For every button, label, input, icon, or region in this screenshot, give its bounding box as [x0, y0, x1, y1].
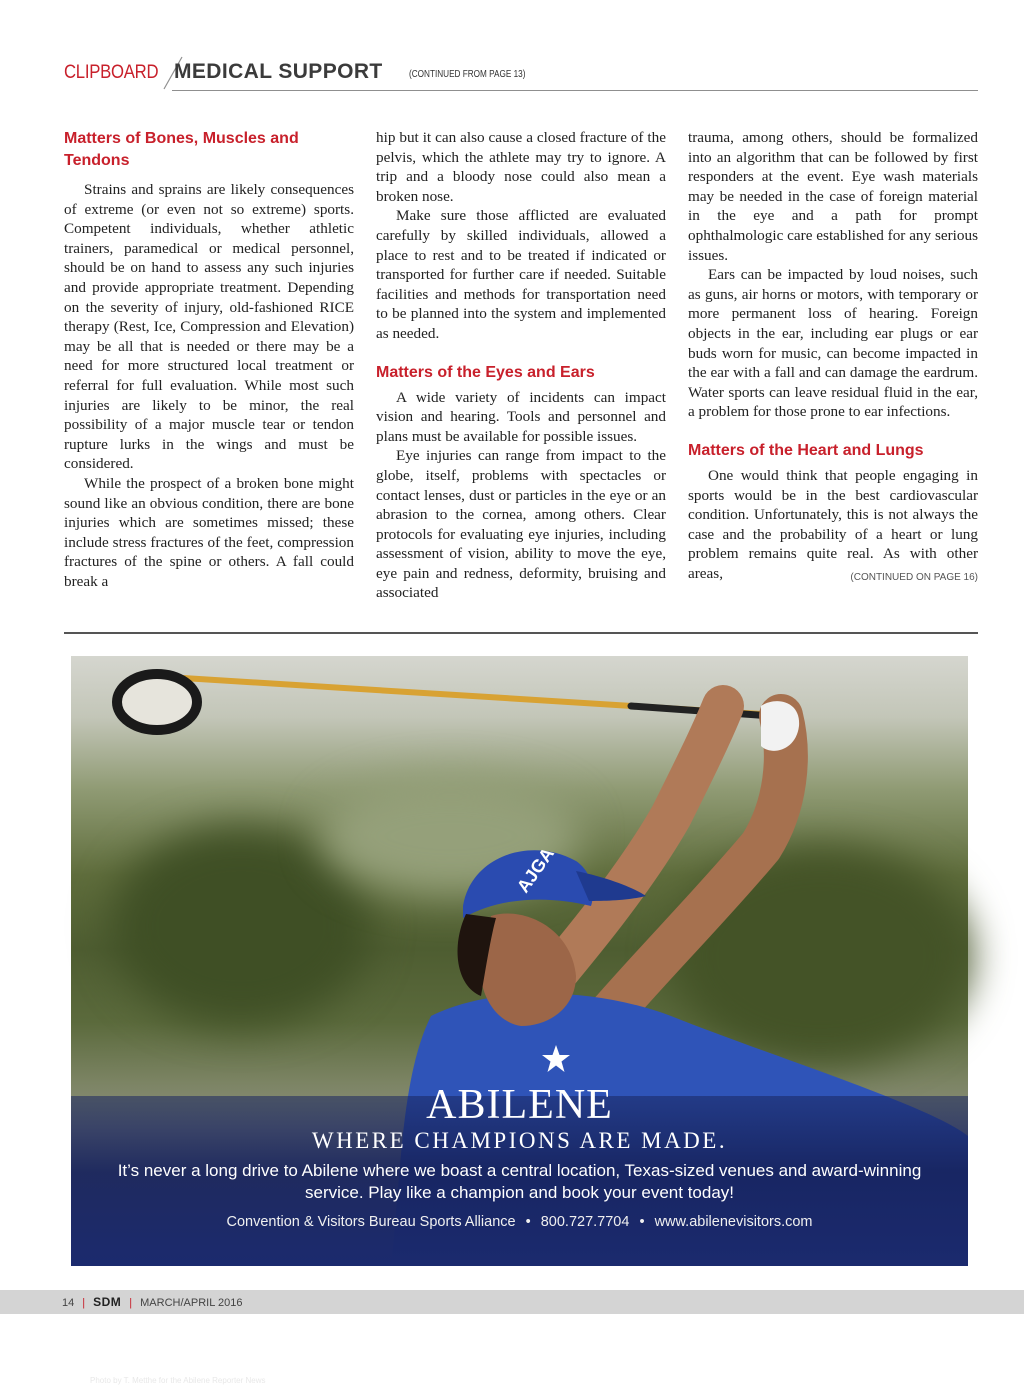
- ad-contact-org: Convention & Visitors Bureau Sports Alliance: [226, 1214, 516, 1230]
- issue-date: MARCH/APRIL 2016: [140, 1297, 243, 1309]
- subhead-eyes-ears: Matters of the Eyes and Ears: [376, 363, 595, 381]
- bullet-separator: •: [639, 1214, 645, 1230]
- footer-separator: |: [129, 1297, 133, 1309]
- ad-phone[interactable]: 800.727.7704: [540, 1214, 630, 1230]
- cap-logo-text: AJGA: [512, 843, 558, 897]
- bullet-separator: •: [525, 1214, 531, 1230]
- article-column-3: [688, 128, 978, 622]
- paragraph-text: One would think that people engaging in sports would be in the best cardiovascular condition. Unfortunately, this is not always the case and the probability of a heart or lung problem remains quite real. As with other areas,: [688, 466, 978, 582]
- page-header: [64, 52, 978, 92]
- paragraph: While the prospect of a broken bone might sound like an obvious condition, there are bone injuries which are sometimes missed; these include stress fractures of the feet, compression fractures of the spine or others. A fall could break a: [64, 474, 354, 590]
- subhead-heart-lungs: Matters of the Heart and Lungs: [688, 441, 924, 459]
- continued-on-note: (CONTINUED ON PAGE 16): [850, 571, 978, 583]
- paragraph: hip but it can also cause a closed fracture of the pelvis, which the athlete may try to ignore. A trip and a bloody nose could also mean a broken nose.: [376, 129, 666, 205]
- paragraph: [688, 466, 978, 584]
- section-title: MEDICAL SUPPORT: [174, 60, 383, 83]
- golfer-face: [480, 914, 576, 1027]
- footer-folio: [62, 1295, 242, 1309]
- abilene-logo: ABILENE: [426, 1082, 613, 1128]
- footer-separator: |: [82, 1297, 86, 1309]
- section-kicker: CLIPBOARD: [64, 62, 159, 83]
- header-rule: [172, 90, 978, 91]
- article-column-1: [64, 128, 354, 622]
- magazine-name: SDM: [93, 1295, 122, 1309]
- paragraph: A wide variety of incidents can impact vision and hearing. Tools and personnel and plans must be available for possible issues.: [376, 388, 666, 445]
- page-footer: [0, 1290, 1024, 1314]
- page-number: 14: [62, 1297, 75, 1309]
- paragraph: Ears can be impacted by loud noises, such as guns, air horns or motors, with temporary or more permanent loss of hearing. Foreign objects in the ear, including ear plugs or ear buds worn for music, can become impacted in the ear with a fall and can damage the eardrum. Water sports can leave residual fluid in the ear, a problem for those prone to ear infections.: [688, 266, 978, 421]
- photo-credit: Photo by T. Metthe for the Abilene Reporter News: [90, 1376, 266, 1385]
- star-icon: [541, 1044, 571, 1074]
- paragraph: Strains and sprains are likely consequences of extreme (or even not so extreme) sports. Competent individuals, whether athletic trainers, paramedical or medical personnel, should be on hand to assess any such injuries and provide appropriate treatment. Depending on the severity of injury, old-fashioned RICE therapy (Rest, Ice, Compression and Elevation) may be all that is needed or there may be a need for more structured local treatment or referral for full evaluation. While most such injuries are likely to be minor, the real possibility of a major muscle tear or tendon rupture lurks in the wings and must be considered.: [64, 181, 354, 473]
- paragraph: Make sure those afflicted are evaluated carefully by skilled individuals, allowed a place to rest and to be treated if indicated or transported for further care if needed. Suitable facilities and methods for transportation need to be planned into the system and implemented as needed.: [376, 207, 666, 342]
- paragraph: Eye injuries can range from impact to the globe, itself, problems with spectacles or contact lenses, dust or particles in the eye or an abrasion to the cornea, among others. Clear protocols for evaluating eye injuries, including assessment of vision, ability to move the eye, eye pain and redness, deformity, bruising and associated: [376, 447, 666, 602]
- ad-contact-line: [71, 1214, 968, 1230]
- golf-club-head: [117, 674, 197, 730]
- subhead-bones: Matters of Bones, Muscles and Tendons: [64, 130, 299, 169]
- article-column-2: [376, 128, 666, 622]
- ad-url-link[interactable]: www.abilenevisitors.com: [654, 1214, 813, 1230]
- article-bottom-rule: [64, 632, 978, 634]
- ad-tagline: WHERE CHAMPIONS ARE MADE.: [311, 1128, 728, 1153]
- ad-body-copy: It’s never a long drive to Abilene where we boast a central location, Texas-sized venues and award-winning service. Play like a champion and book your event today!: [117, 1161, 922, 1202]
- continued-from-note: (CONTINUED FROM PAGE 13): [409, 69, 526, 80]
- paragraph: trauma, among others, should be formalized into an algorithm that can be followed by first responders at the event. Eye wash materials may be needed in the case of foreign material in the eye and a path for prompt ophthalmologic care established for any serious issues.: [688, 129, 978, 264]
